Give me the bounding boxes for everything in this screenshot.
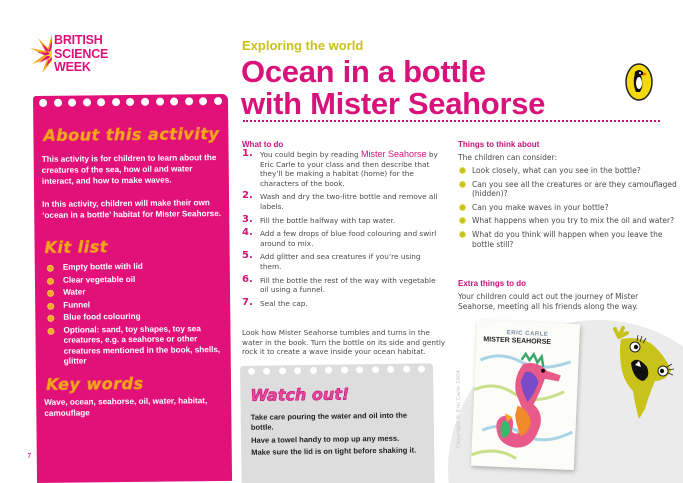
kit-item: Empty bottle with lid [45, 261, 225, 273]
step-number: 1. [242, 148, 253, 159]
step-number: 4. [242, 227, 253, 239]
step-number: 2. [242, 190, 253, 202]
kit-item: Clear vegetable oil [45, 274, 225, 286]
about-paragraph-2: In this activity, children will make their own ‘ocean in a bottle’ habitat for Mister Seahorse. [42, 198, 222, 220]
step-number: 5. [242, 250, 253, 262]
steps-list [242, 150, 442, 312]
step-item: 6. Fill the bottle the rest of the way with vegetable oil using a funnel. [242, 273, 436, 295]
step-item: 4. Add a few drops of blue food colouring and swirl around to mix. [242, 227, 437, 248]
what-to-do-heading: What to do [242, 140, 284, 149]
think-item: Look closely, what can you see in the bottle? [458, 166, 678, 176]
think-item: Can you make waves in your bottle? [458, 203, 678, 213]
about-paragraph-1: This activity is for children to learn about the creatures of the sea, how oil and water interact, and how to make waves. [41, 153, 217, 186]
kit-list-heading: Kit list [44, 237, 108, 257]
step-item: 7. Seal the cap. [242, 296, 308, 308]
step-number: 6. [242, 273, 253, 285]
safety-list [251, 410, 427, 461]
book-author: ERIC CARLE [506, 330, 549, 338]
book-title-link: Mister Seahorse [361, 149, 427, 159]
step-item: 3. Fill the bottle halfway with tap water. [242, 213, 396, 225]
bullet-icon [459, 181, 466, 188]
kit-item: Optional: sand, toy shapes, toy sea creatures, e.g. a seahorse or other creatures mentioned in the book, shells, glitter [45, 323, 225, 367]
extra-things-text: Your children could act out the journey of Mister Seahorse, meeting all his friends along the way. [458, 292, 639, 311]
book-cover-image [471, 320, 580, 470]
about-heading: About this activity [43, 124, 220, 145]
think-item: What do you think will happen when you leave the bottle still? [458, 230, 678, 249]
things-to-think-heading: Things to think about [458, 140, 540, 149]
think-item: What happens when you try to mix the oil and water? [458, 216, 678, 226]
page-title: Ocean in a bottle with Mister Seahorse [241, 54, 546, 121]
safety-item: Have a towel handy to mop up any mess. [250, 433, 400, 445]
extra-things-heading: Extra things to do [458, 279, 526, 288]
section-subtitle: Exploring the world [242, 38, 364, 53]
step-item: 1. You could begin by reading Mister Seahorse by Eric Carle to your class and then describe that they’ll be making a habitat (home) for the characters of the book. [242, 148, 438, 188]
bullet-icon [459, 204, 466, 211]
kit-item: Water [45, 286, 225, 298]
puffin-logo-icon [625, 63, 653, 101]
bullet-icon [459, 217, 466, 224]
step-number: 7. [242, 296, 253, 308]
key-words-heading: Key words [45, 373, 144, 394]
activity-info-panel [33, 94, 232, 483]
kit-item: Blue food colouring [45, 311, 225, 323]
bullet-icon [47, 265, 54, 272]
bullet-icon [47, 327, 54, 334]
notebook-holes [248, 365, 425, 374]
think-list [458, 166, 678, 253]
bullet-icon [47, 290, 54, 297]
bullet-icon [47, 277, 54, 284]
watch-out-card [240, 363, 435, 483]
watch-out-heading: Watch out! [250, 384, 350, 405]
safety-item: Make sure the lid is on tight before shaking it. [251, 445, 417, 458]
british-science-week-logo [28, 30, 138, 80]
book-cover-title: MISTER SEAHORSE [483, 336, 552, 347]
title-divider [243, 120, 660, 122]
logo-text: BRITISH SCIENCE WEEK [54, 33, 109, 74]
step-item: 2. Wash and dry the two-litre bottle and remove all labels. [242, 190, 438, 211]
bullet-icon [459, 231, 466, 238]
key-words-text: Wave, ocean, seahorse, oil, water, habitat, camouflage [44, 396, 208, 418]
think-item: Can you see all the creatures or are they camouflaged (hidden)? [458, 180, 678, 199]
step-number: 3. [242, 213, 253, 225]
copyright-notice: Copyright © Eric Carle 2004 [456, 369, 462, 448]
starburst-icon [28, 32, 54, 76]
step-item: 5. Add glitter and sea creatures if you’re using them. [242, 250, 421, 271]
page-number: 7 [27, 452, 32, 460]
kit-list [45, 261, 226, 369]
safety-item: Take care pouring the water and oil into the bottle. [250, 410, 408, 432]
notebook-holes [39, 97, 222, 107]
bullet-icon [459, 167, 466, 174]
things-to-think-intro: The children can consider: [458, 153, 557, 162]
yellow-monster-icon [605, 325, 675, 425]
closing-paragraph: Look how Mister Seahorse tumbles and turns in the water in the book. Turn the bottle on its side and gently rock it to create a wave inside your ocean habitat. [242, 328, 446, 357]
kit-item: Funnel [45, 298, 225, 310]
bullet-icon [47, 315, 54, 322]
bullet-icon [47, 302, 54, 309]
